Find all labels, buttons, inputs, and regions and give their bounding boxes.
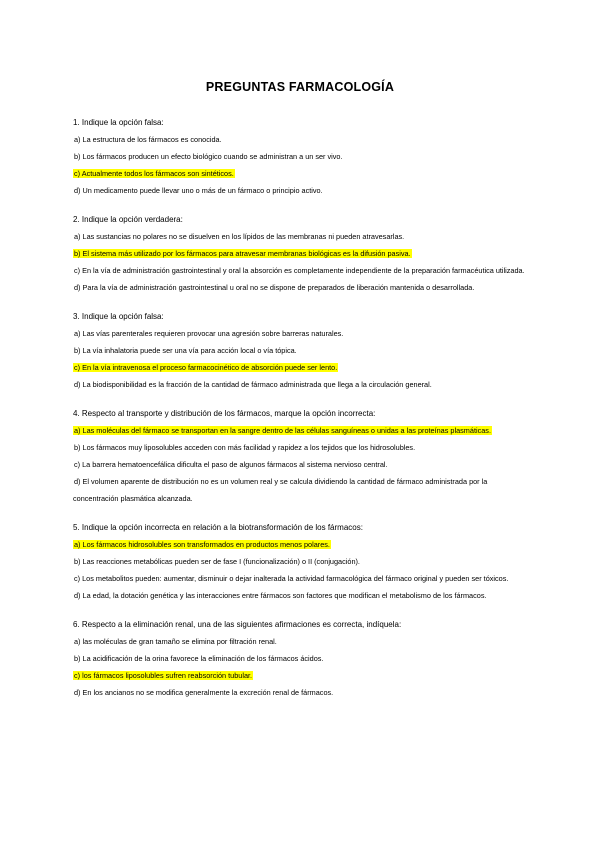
answer-option: [73, 342, 533, 359]
answer-option: [73, 473, 533, 507]
question-title: 2. Indique la opción verdadera:: [73, 215, 183, 224]
question-block: [73, 519, 533, 604]
answer-option-text: d) Un medicamento puede llevar uno o más de un fármaco o principio activo.: [74, 186, 323, 195]
answer-option-highlighted: [73, 245, 533, 262]
answer-option-text: b) Las reacciones metabólicas pueden ser de fase I (funcionalización) o II (conjugación).: [74, 557, 360, 566]
question-list: [73, 114, 533, 713]
answer-option-text: b) La acidificación de la orina favorece la eliminación de los fármacos ácidos.: [74, 654, 324, 663]
answer-option-text: a) Los fármacos hidrosolubles son transformados en productos menos polares.: [74, 540, 330, 549]
answer-option: [73, 456, 533, 473]
answer-option: [73, 587, 533, 604]
answer-option: [73, 182, 533, 199]
question-title: 5. Indique la opción incorrecta en relación a la biotransformación de los fármacos:: [73, 523, 363, 532]
answer-option-text: b) Los fármacos muy liposolubles acceden con más facilidad y rapidez a los tejidos que los hidrosolubles.: [74, 443, 416, 452]
answer-option-text: d) La edad, la dotación genética y las interacciones entre fármacos son factores que modifican el metabolismo de los fármacos.: [74, 591, 487, 600]
answer-option: [73, 650, 533, 667]
answer-option: [73, 279, 533, 296]
question-title: 4. Respecto al transporte y distribución de los fármacos, marque la opción incorrecta:: [73, 409, 376, 418]
answer-option-text: d) La biodisponibilidad es la fracción de la cantidad de fármaco administrada que llega a la circulación general.: [74, 380, 432, 389]
answer-option: [73, 262, 533, 279]
answer-option-text: c) Actualmente todos los fármacos son sintéticos.: [74, 169, 234, 178]
answer-option: [73, 633, 533, 650]
question-title: 1. Indique la opción falsa:: [73, 118, 164, 127]
answer-option-text: d) El volumen aparente de distribución no es un volumen real y se calcula dividiendo la cantidad de fármaco administrada por la concentración plasmática alcanzada.: [73, 477, 488, 503]
answer-option: [73, 325, 533, 342]
answer-option-text: d) En los ancianos no se modifica generalmente la excreción renal de fármacos.: [74, 688, 334, 697]
question-title: 6. Respecto a la eliminación renal, una de las siguientes afirmaciones es correcta, indíquela:: [73, 620, 402, 629]
answer-option-text: a) La estructura de los fármacos es conocida.: [74, 135, 222, 144]
question-block: [73, 405, 533, 507]
answer-option-text: b) La vía inhalatoria puede ser una vía para acción local o vía tópica.: [74, 346, 297, 355]
answer-option-text: c) En la vía de administración gastrointestinal y oral la absorción es completamente independiente de la preparación farmacéutica utilizada.: [74, 266, 525, 275]
answer-option-text: c) los fármacos liposolubles sufren reabsorción tubular.: [74, 671, 253, 680]
answer-option: [73, 148, 533, 165]
answer-option-text: c) La barrera hematoencefálica dificulta el paso de algunos fármacos al sistema nervioso central.: [74, 460, 388, 469]
question-block: [73, 616, 533, 701]
answer-option-highlighted: [73, 165, 533, 182]
answer-option-text: a) Las vías parenterales requieren provocar una agresión sobre barreras naturales.: [74, 329, 344, 338]
answer-option-text: c) En la vía intravenosa el proceso farmacocinético de absorción puede ser lento.: [74, 363, 338, 372]
answer-option: [73, 131, 533, 148]
answer-option-text: a) Las moléculas del fármaco se transportan en la sangre dentro de las células sanguíneas o unidas a las proteínas plasmáticas.: [74, 426, 491, 435]
answer-option-text: a) Las sustancias no polares no se disuelven en los lípidos de las membranas ni pueden atravesarlas.: [74, 232, 405, 241]
question-title: 3. Indique la opción falsa:: [73, 312, 164, 321]
answer-option-text: c) Los metabolitos pueden: aumentar, disminuir o dejar inalterada la actividad farmacológica del fármaco original y pueden ser tóxicos.: [74, 574, 509, 583]
answer-option: [73, 439, 533, 456]
answer-option: [73, 553, 533, 570]
page-title: PREGUNTAS FARMACOLOGÍA: [205, 80, 395, 94]
answer-option-highlighted: [73, 667, 533, 684]
answer-option-text: b) El sistema más utilizado por los fármacos para atravesar membranas biológicas es la difusión pasiva.: [74, 249, 411, 258]
answer-option: [73, 228, 533, 245]
question-block: [73, 308, 533, 393]
answer-option: [73, 376, 533, 393]
answer-option: [73, 684, 533, 701]
answer-option-text: d) Para la vía de administración gastrointestinal u oral no se dispone de preparados de liberación mantenida o desarrollada.: [74, 283, 475, 292]
answer-option-highlighted: [73, 422, 533, 439]
question-block: [73, 211, 533, 296]
answer-option: [73, 570, 533, 587]
answer-option-highlighted: [73, 359, 533, 376]
answer-option-highlighted: [73, 536, 533, 553]
question-block: [73, 114, 533, 199]
answer-option-text: b) Los fármacos producen un efecto biológico cuando se administran a un ser vivo.: [74, 152, 343, 161]
answer-option-text: a) las moléculas de gran tamaño se elimina por filtración renal.: [74, 637, 277, 646]
